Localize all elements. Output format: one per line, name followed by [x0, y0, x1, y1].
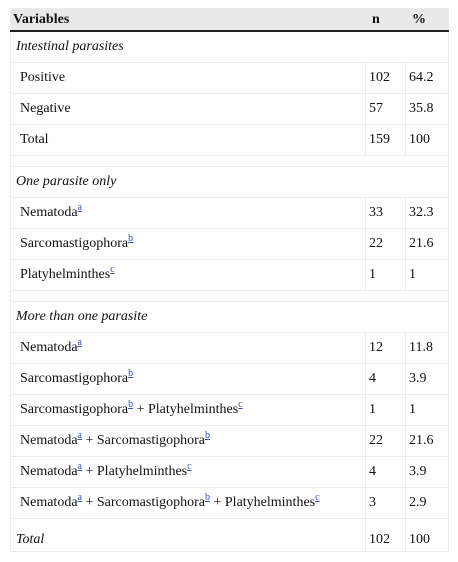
table-row: [11, 364, 449, 395]
section-title: Intestinal parasites: [11, 31, 449, 63]
taxon-name: Nematoda: [20, 340, 78, 355]
row-n: 3: [366, 488, 406, 519]
footnote-ref: [128, 366, 133, 379]
table-row: [11, 333, 449, 364]
footnote-link[interactable]: c: [238, 399, 243, 411]
taxon-name: Nematoda: [20, 464, 78, 479]
row-percent: 100: [406, 125, 449, 156]
footnote-link[interactable]: a: [77, 461, 82, 473]
row-label: [11, 260, 366, 291]
footnote-link[interactable]: b: [204, 492, 210, 504]
row-percent: 35.8: [406, 94, 449, 125]
footnote-link[interactable]: a: [77, 492, 82, 504]
footnote-ref: [238, 397, 242, 410]
footnote-link[interactable]: b: [128, 233, 134, 245]
taxon-name: Platyhelminthes: [96, 464, 188, 479]
row-label: [11, 198, 366, 229]
row-percent: 11.8: [406, 333, 449, 364]
row-label: [11, 426, 366, 457]
row-n: 102: [366, 63, 406, 94]
footnote-ref: [78, 200, 82, 213]
footnote-ref: [110, 262, 114, 275]
footnote-link[interactable]: c: [187, 461, 192, 473]
section-title: One parasite only: [11, 167, 449, 198]
joiner: +: [81, 464, 97, 479]
footnote-link[interactable]: c: [110, 264, 115, 276]
table-row: [11, 198, 449, 229]
spacer-cell: [11, 156, 449, 167]
row-n: 159: [366, 125, 406, 156]
table-row: [11, 426, 449, 457]
row-n: 12: [366, 333, 406, 364]
footer-total-n: 102: [366, 519, 406, 552]
taxon-name: Platyhelminthes: [224, 495, 316, 510]
section-header-row: [11, 302, 449, 333]
row-n: 4: [366, 457, 406, 488]
footnote-ref: [78, 335, 82, 348]
row-n: 22: [366, 229, 406, 260]
row-label: [11, 488, 366, 519]
section-spacer: [11, 156, 449, 167]
taxon-name: Sarcomastigophora: [20, 236, 129, 251]
header-variables: Variables: [11, 9, 366, 32]
taxon-name: Nematoda: [20, 205, 78, 220]
row-label: Total: [11, 125, 366, 156]
table-row: [11, 125, 449, 156]
table-row: [11, 488, 449, 519]
row-label: Negative: [11, 94, 366, 125]
row-label: [11, 457, 366, 488]
taxon-name: Sarcomastigophora: [96, 433, 205, 448]
footer-total-label: Total: [11, 519, 366, 552]
section-header-row: [11, 31, 449, 63]
spacer-cell: [11, 291, 449, 302]
footnote-link[interactable]: a: [77, 337, 82, 349]
row-label: [11, 364, 366, 395]
taxon-name: Sarcomastigophora: [20, 402, 129, 417]
row-percent: 1: [406, 260, 449, 291]
joiner: +: [133, 402, 148, 417]
row-percent: 32.3: [406, 198, 449, 229]
table-body: [11, 31, 449, 519]
taxon-name: Platyhelminthes: [20, 267, 111, 282]
taxon-name: Sarcomastigophora: [96, 495, 205, 510]
parasites-table: [10, 8, 449, 552]
taxon-name: Nematoda: [20, 495, 78, 510]
table-row: [11, 395, 449, 426]
row-n: 33: [366, 198, 406, 229]
row-percent: 3.9: [406, 457, 449, 488]
row-percent: 2.9: [406, 488, 449, 519]
table-row: [11, 94, 449, 125]
table-row: [11, 260, 449, 291]
row-n: 1: [366, 260, 406, 291]
row-n: 4: [366, 364, 406, 395]
footnote-link[interactable]: a: [77, 430, 82, 442]
joiner: +: [81, 495, 97, 510]
joiner: +: [209, 495, 225, 510]
row-percent: 21.6: [406, 229, 449, 260]
row-label: [11, 229, 366, 260]
table-header-row: [11, 9, 449, 32]
taxon-name: Nematoda: [20, 433, 78, 448]
row-label: [11, 333, 366, 364]
row-n: 57: [366, 94, 406, 125]
row-n: 1: [366, 395, 406, 426]
footnote-ref: [128, 231, 133, 244]
footnote-link[interactable]: b: [128, 368, 134, 380]
table-row: [11, 63, 449, 94]
row-label: [11, 395, 366, 426]
taxon-name: Sarcomastigophora: [20, 371, 129, 386]
footnote-link[interactable]: b: [204, 430, 210, 442]
table-row: [11, 457, 449, 488]
header-n: n: [366, 9, 406, 32]
footnote-link[interactable]: b: [128, 399, 134, 411]
row-percent: 3.9: [406, 364, 449, 395]
taxon-name: Platyhelminthes: [148, 402, 239, 417]
joiner: +: [81, 433, 97, 448]
row-label: Positive: [11, 63, 366, 94]
header-percent: %: [406, 9, 449, 32]
section-spacer: [11, 291, 449, 302]
table-footer-row: [11, 519, 449, 552]
footnote-ref: [315, 490, 319, 503]
row-percent: 1: [406, 395, 449, 426]
section-title: More than one parasite: [11, 302, 449, 333]
footer-total-percent: 100: [406, 519, 449, 552]
footnote-link[interactable]: c: [315, 492, 320, 504]
footnote-link[interactable]: a: [77, 202, 82, 214]
row-percent: 21.6: [406, 426, 449, 457]
section-header-row: [11, 167, 449, 198]
row-n: 22: [366, 426, 406, 457]
table-row: [11, 229, 449, 260]
footnote-ref: [205, 428, 210, 441]
row-percent: 64.2: [406, 63, 449, 94]
footnote-ref: [187, 459, 191, 472]
